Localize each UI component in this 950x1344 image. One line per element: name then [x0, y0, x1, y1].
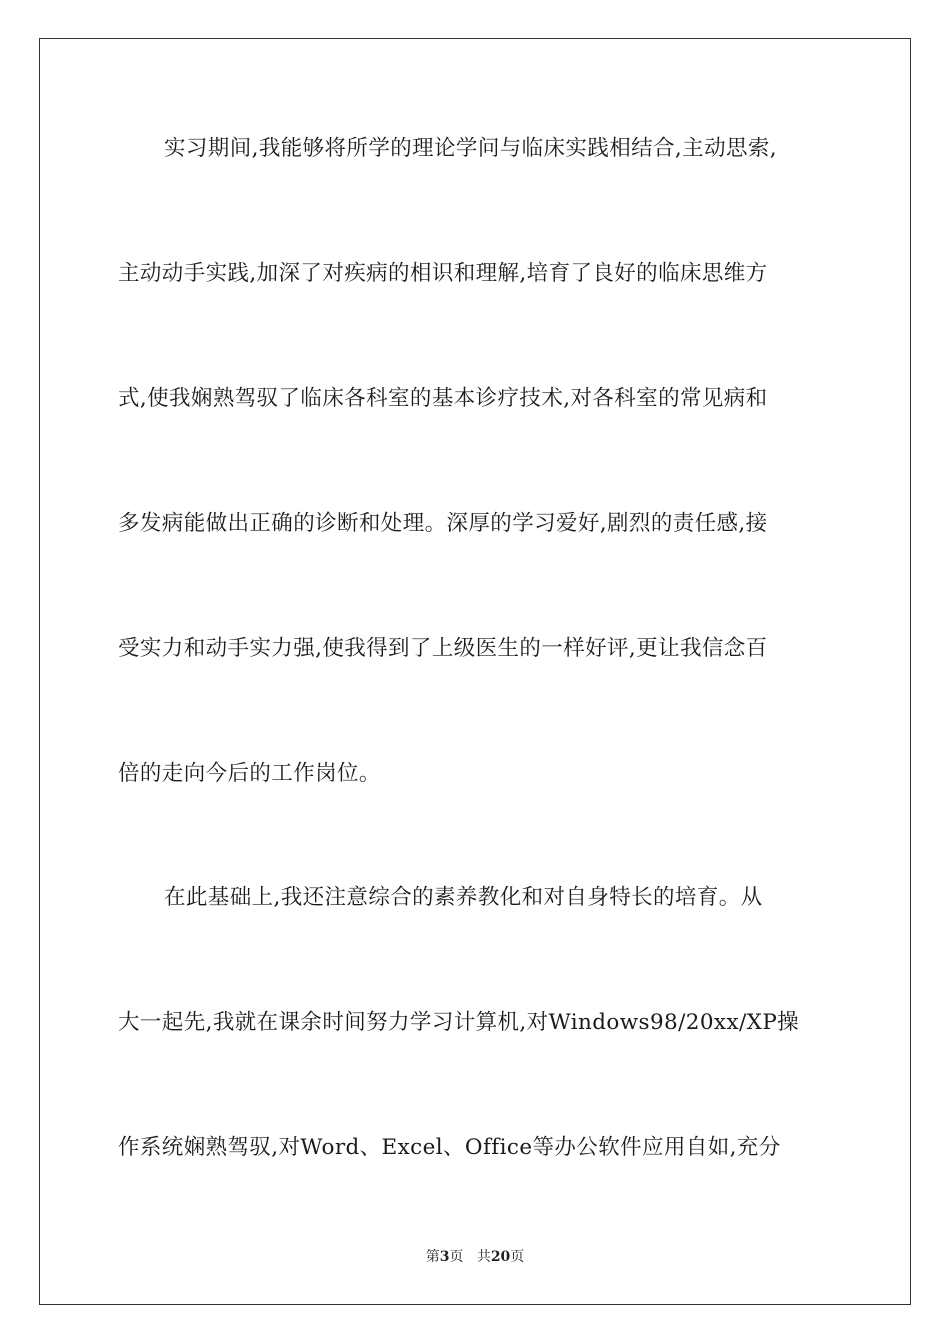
- paragraph-1-line-1: 实习期间,我能够将所学的理论学问与临床实践相结合,主动思索,: [164, 136, 778, 161]
- paragraph-1-line-5: 受实力和动手实力强,使我得到了上级医生的一样好评,更让我信念百: [118, 636, 768, 661]
- footer-prefix: 第: [425, 1249, 440, 1265]
- footer-total-prefix: 共: [476, 1249, 491, 1265]
- footer-total-suffix: 页: [510, 1249, 525, 1265]
- footer-page-number: 3: [439, 1249, 450, 1265]
- page-footer: [0, 1248, 950, 1266]
- paragraph-2-line-3: 作系统娴熟驾驭,对Word、Excel、Office等办公软件应用自如,充分: [118, 1135, 781, 1160]
- footer-page-suffix: 页: [449, 1249, 464, 1265]
- paragraph-2-line-2: 大一起先,我就在课余时间努力学习计算机,对Windows98/20xx/XP操: [118, 1010, 800, 1035]
- paragraph-1-line-2: 主动动手实践,加深了对疾病的相识和理解,培育了良好的临床思维方: [118, 261, 768, 286]
- paragraph-1-line-4: 多发病能做出正确的诊断和处理。深厚的学习爱好,剧烈的责任感,接: [118, 511, 768, 536]
- paragraph-2-line-1: 在此基础上,我还注意综合的素养教化和对自身特长的培育。从: [164, 885, 763, 910]
- paragraph-1-line-6: 倍的走向今后的工作岗位。: [118, 761, 381, 786]
- paragraph-1-line-3: 式,使我娴熟驾驭了临床各科室的基本诊疗技术,对各科室的常见病和: [118, 386, 768, 411]
- page-border: [39, 38, 911, 1305]
- footer-total-pages: 20: [490, 1249, 511, 1265]
